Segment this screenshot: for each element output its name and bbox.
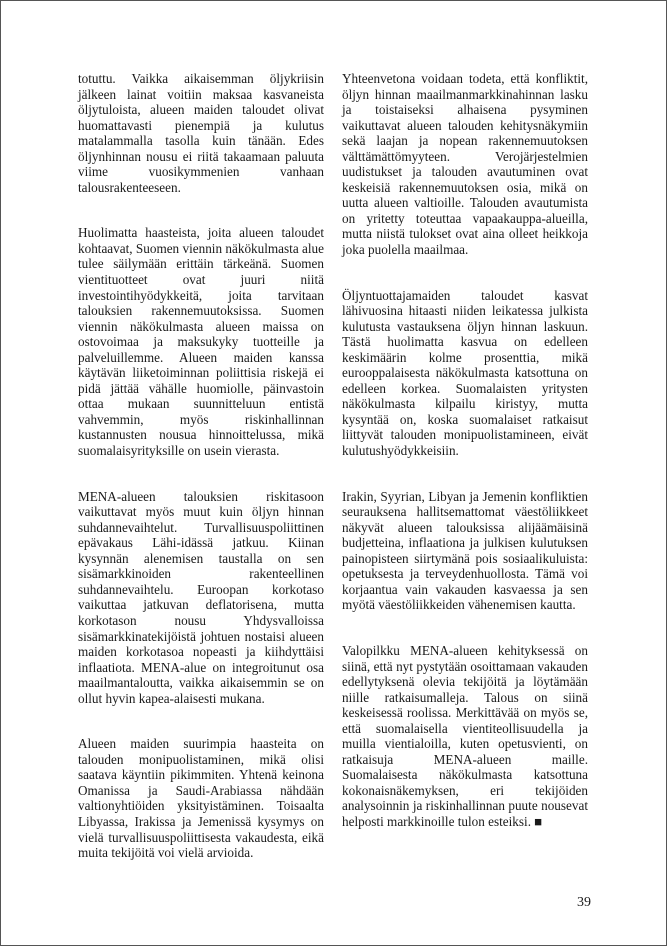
page-number: 39 <box>577 895 591 910</box>
paragraph: Irakin, Syyrian, Libyan ja Jemenin konfliktien seurauksena hallitsemattomat väestöliikkeet näkyvät alueen talouksissa alijäämäisinä budjetteina, inflaationa ja julkisen kulutuksen painopisteen siirtymänä pois sosiaalikuluista: opetuksesta ja terveydenhuollosta. Tämä voi korjaantua vain vakauden kasvaessa ja sen myötä väestöliikkeiden vähenemisen kautta. <box>342 488 588 613</box>
right-text-column <box>342 71 588 860</box>
paragraph: totuttu. Vaikka aikaisemman öljykriisin jälkeen lainat voitiin maksaa kasvaneista öljytuloista, alueen maiden taloudet olivat huomattavasti pienempiä ja kulutus matalammalla tasolla kuin tänään. Edes öljynhinnan nousu ei riitä takaamaan paluuta viime vuosikymmenien vanhaan talousrakenteeseen. <box>78 71 324 195</box>
paragraph-text: Valopilkku MENA-alueen kehityksessä on siinä, että nyt pystytään osoittamaan vakauden edellytyksenä olevia tekijöitä ja löytämään niille ratkaisumalleja. Talous on siinä keskeisessä roolissa. Merkittävää on myös se, että suomalaisella vientiteollisuudella ja muilla vientialoilla, kuten opetusvienti, on ratkaisuja MENA-alueen maille. Suomalaisesta näkökulmasta katsottuna kokonaisnäkemyksen, eri tekijöiden analysoinnin ja riskinhallinnan puute nousevat helposti markkinoille tulon esteiksi. <box>342 642 588 829</box>
paragraph: MENA-alueen talouksien riskitasoon vaikuttavat myös muut kuin öljyn hinnan suhdannevaihtelut. Turvallisuuspoliittinen epävakaus Lähi-idässä jatkuu. Kiinan kysynnän alenemisen taustalla on sen sisämarkkinoiden rakenteellinen suhdannevaihtelu. Euroopan korkotaso vaikuttaa jatkuvan deflatorisena, mutta korkotason nousu Yhdysvalloissa sisämarkkinatekijöistä johtuen nostaisi alueen maiden korkotasoa nopeasti ja kiihdyttäisi inflaatiota. MENA-alue on integroitunut osa maailmantaloutta, vaikka aikaisemmin se on ollut hyvin kapea-alaisesti mukana. <box>78 488 324 706</box>
left-text-column <box>78 71 324 891</box>
paragraph: Öljyntuottajamaiden taloudet kasvat lähivuosina hitaasti niiden leikatessa julkista kulutusta vastauksena öljyn hinnan laskuun. Tästä huolimatta kasvua on edelleen keskimäärin kolme prosenttia, mikä eurooppalaisesta näkökulmasta katsottuna on edelleen korkea. Suomalaisten yritysten näkökulmasta kilpailu kiristyy, mutta kysyntää on, koska suomalaiset ratkaisut liittyvät talouden monipuolistamineen, eivät kulutushyödykkeisiin. <box>342 287 588 459</box>
paragraph <box>342 643 588 830</box>
paragraph: Yhteenvetona voidaan todeta, että konfliktit, öljyn hinnan maailmanmarkkinahinnan lasku ja toistaiseksi alhaisena pysyminen vaikuttavat alueen talouden kehitysnäkymiin sekä laajan ja nopean rakennemuutoksen välttämättömyyteen. Verojärjestelmien uudistukset ja talouden avautuminen ovat keskeisiä rakennemuutoksen osia, mikä on uutta alueen valtioille. Talouden avautumista on yritetty toteuttaa vapaakauppa-alueilla, mutta niistä tulokset ovat aina olleet heikkoja joka puolella maailmaa. <box>342 71 588 258</box>
end-of-article-mark: ■ <box>534 813 543 829</box>
paragraph: Huolimatta haasteista, joita alueen taloudet kohtaavat, Suomen viennin näkökulmasta alue tulee säilymään erittäin tärkeänä. Suomen vientituotteet ovat juuri niitä investointihyödykkeitä, joita tarvitaan talouksien rakennemuutoksissa. Suomen viennin näkökulmasta alueen maissa on ostovoimaa ja maksukyky tuotteille ja palveluillemme. Alueen maiden kanssa käytävän liiketoiminnan poliittisia riskejä ei pidä jättää vähälle huomiolle, päinvastoin ottaa mukaan suunnitteluun entistä vahvemmin, myös riskinhallinnan kustannusten nousua hinnoittelussa, mikä suomalaisyrityksille on usein vierasta. <box>78 225 324 459</box>
paragraph: Alueen maiden suurimpia haasteita on talouden monipuolistaminen, mikä olisi saatava käyntiin pikimmiten. Yhtenä keinona Omanissa ja Saudi-Arabiassa nähdään valtionyhtiöiden yksityistäminen. Toisaalta Libyassa, Irakissa ja Jemenissä kysymys on vielä turvallisuuspoliittisesta vakaudesta, eikä muita tekijöitä voi vielä arvioida. <box>78 736 324 861</box>
